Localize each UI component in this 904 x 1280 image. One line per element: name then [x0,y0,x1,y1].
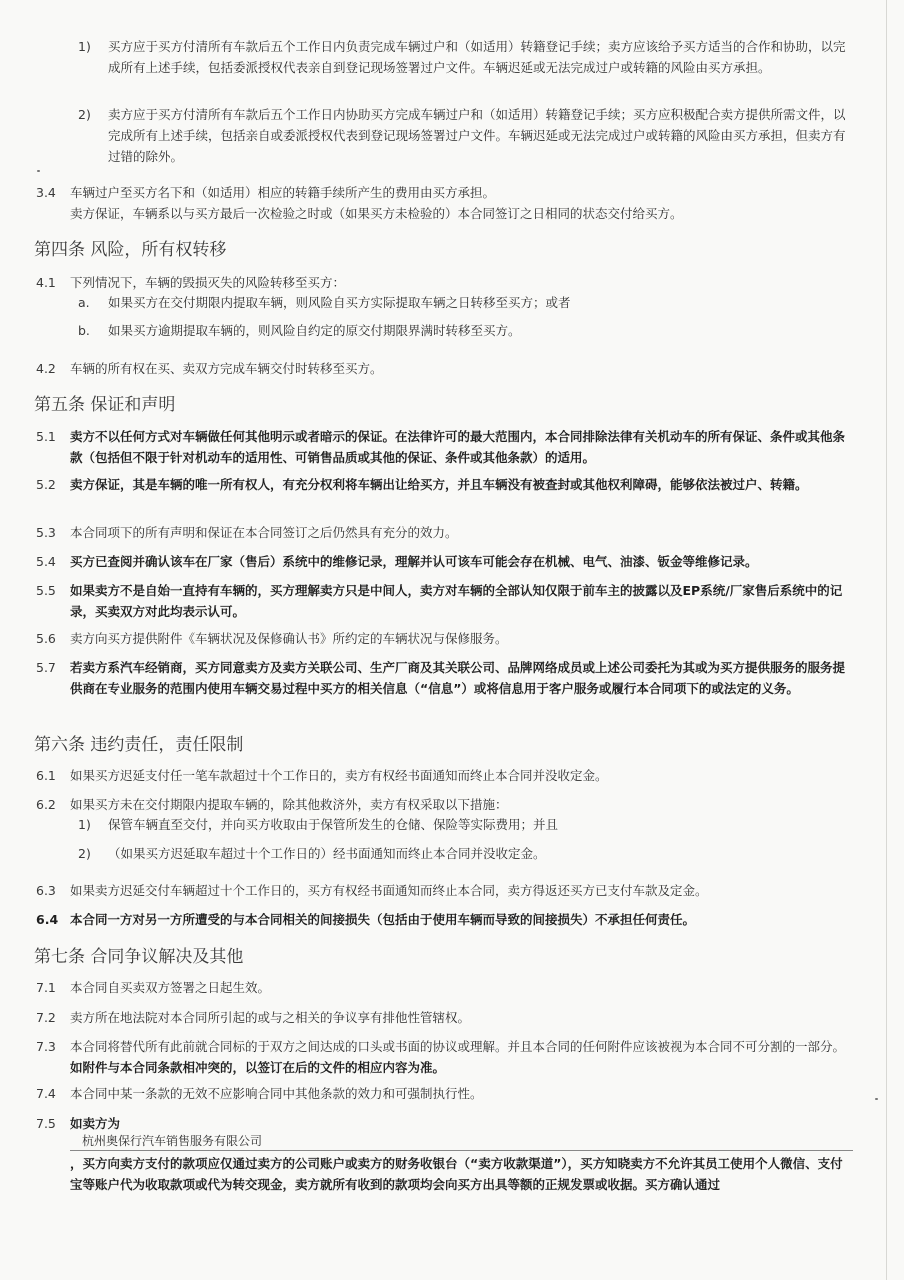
article-7-heading: 第七条 合同争议解决及其他 [34,947,244,967]
clause-number: 5.4 [36,554,56,569]
clause-number: 7.4 [36,1086,56,1101]
clause-7-3-bold-text: 如附件与本合同条款相冲突的，以签订在后的文件的相应内容为准。 [70,1060,446,1075]
clause-4-1-b: 如果买方逾期提取车辆的，则风险自约定的原交付期限界满时转移至买方。 [108,323,521,338]
clause-6-2-1: 保管车辆直至交付，并向买方收取由于保管所发生的仓储、保险等实际费用；并且 [108,817,559,832]
clause-5-6: 卖方向买方提供附件《车辆状况及保修确认书》所约定的车辆状况与保修服务。 [70,631,508,646]
clause-number: 4.1 [36,275,56,290]
clause-number: 6.4 [36,912,59,927]
seller-company-name: 杭州奥保行汽车销售服务有限公司 [82,1134,263,1148]
clause-7-5-text: ，买方向卖方支付的款项应仅通过卖方的公司账户或卖方的财务收银台（“卖方收款渠道”），买方知晓卖方不允许其员工使用个人微信、支付宝等账户代为收取款项或代为转交现金，卖方就所有收到的款项均会向买方出具等额的正规发票或收据。买方确认通过 [70,1156,843,1192]
item-number: 2) [78,107,91,122]
clause-7-3 [70,1036,853,1078]
clause-6-1: 如果买方迟延支付任一笔车款超过十个工作日的，卖方有权经书面通知而终止本合同并没收定金。 [70,768,608,783]
item-number: a. [78,295,90,310]
clause-5-4: 买方已查阅并确认该车在厂家（售后）系统中的维修记录，理解并认可该车可能会存在机械、电气、油漆、钣金等维修记录。 [70,554,758,569]
clause-number: 7.5 [36,1116,56,1131]
clause-6-3: 如果卖方迟延交付车辆超过十个工作日的，买方有权经书面通知而终止本合同，卖方得返还买方已支付车款及定金。 [70,883,708,898]
clause-6-4: 本合同一方对另一方所遭受的与本合同相关的间接损失（包括由于使用车辆而导致的间接损失）不承担任何责任。 [70,912,696,927]
item-number: 2) [78,846,91,861]
article-5-heading: 第五条 保证和声明 [34,395,176,415]
clause-number: 5.2 [36,477,56,492]
clause-number: 6.3 [36,883,56,898]
clause-number: 7.1 [36,980,56,995]
clause-number: 7.3 [36,1039,56,1054]
clause-6-2: 如果买方未在交付期限内提取车辆的，除其他救济外，卖方有权采取以下措施： [70,797,508,812]
clause-3-4-line2: 卖方保证，车辆系以与买方最后一次检验之时或（如果买方未检验的）本合同签订之日相同的状态交付给买方。 [70,206,683,221]
clause-number: 4.2 [36,361,56,376]
scan-speck [875,1098,878,1100]
clause-number: 7.2 [36,1010,56,1025]
clause-number: 5.6 [36,631,56,646]
seller-fill-line [70,1150,853,1151]
clause-7-2: 卖方所在地法院对本合同所引起的或与之相关的争议享有排他性管辖权。 [70,1010,471,1025]
clause-4-2: 车辆的所有权在买、卖双方完成车辆交付时转移至买方。 [70,361,383,376]
clause-3-3-1: 买方应于买方付清所有车款后五个工作日内负责完成车辆过户和（如适用）转籍登记手续；卖方应该给予买方适当的合作和协助，以完成所有上述手续，包括委派授权代表亲自到登记现场签署过户文件。车辆迟延或无法完成过户或转籍的风险由买方承担。 [108,39,846,75]
clause-7-1: 本合同自买卖双方签署之日起生效。 [70,980,271,995]
clause-5-3: 本合同项下的所有声明和保证在本合同签订之后仍然具有充分的效力。 [70,525,458,540]
clause-7-3-normal-text: 本合同将替代所有此前就合同标的于双方之间达成的口头或书面的协议或理解。并且本合同的任何附件应该被视为本合同不可分割的一部分。 [70,1039,846,1054]
clause-6-2-2: （如果买方迟延取车超过十个工作日的）经书面通知而终止本合同并没收定金。 [108,846,546,861]
scan-edge-line [886,0,887,1280]
clause-number: 5.7 [36,660,56,675]
clause-3-4-line1: 车辆过户至买方名下和（如适用）相应的转籍手续所产生的费用由买方承担。 [70,185,496,200]
article-6-heading: 第六条 违约责任，责任限制 [34,735,244,755]
clause-3-3-2: 卖方应于买方付清所有车款后五个工作日内协助买方完成车辆过户和（如适用）转籍登记手续；买方应积极配合卖方提供所需文件，以完成所有上述手续，包括亲自或委派授权代表到登记现场签署过户文件。车辆迟延或无法完成过户或转籍的风险由买方承担，但卖方有过错的除外。 [108,107,846,164]
clause-number: 5.5 [36,583,56,598]
item-number: b. [78,323,90,338]
item-number: 1) [78,817,91,832]
scan-speck [37,170,40,172]
clause-5-2: 卖方保证，其是车辆的唯一所有权人，有充分权利将车辆出让给买方，并且车辆没有被查封或其他权利障碍，能够依法被过户、转籍。 [70,477,808,492]
clause-5-5: 如果卖方不是自始一直持有车辆的，买方理解卖方只是中间人，卖方对车辆的全部认知仅限于前车主的披露以及EP系统/厂家售后系统中的记录，买卖双方对此均表示认可。 [70,583,843,619]
clause-number: 3.4 [36,185,56,200]
clause-number: 5.3 [36,525,56,540]
item-number: 1) [78,39,91,54]
clause-number: 6.1 [36,768,56,783]
article-4-heading: 第四条 风险，所有权转移 [34,240,227,260]
clause-5-1: 卖方不以任何方式对车辆做任何其他明示或者暗示的保证。在法律许可的最大范围内，本合同排除法律有关机动车的所有保证、条件或其他条款（包括但不限于针对机动车的适用性、可销售品质或其他的保证、条件或其他条款）的适用。 [70,429,846,465]
clause-5-7: 若卖方系汽车经销商，买方同意卖方及卖方关联公司、生产厂商及其关联公司、品牌网络成员或上述公司委托为其或为买方提供服务的服务提供商在专业服务的范围内使用车辆交易过程中买方的相关信息（“信息”）或将信息用于客户服务或履行本合同项下的或法定的义务。 [70,660,846,696]
clause-7-5-label: 如卖方为 [70,1116,121,1131]
clause-number: 5.1 [36,429,56,444]
clause-4-1: 下列情况下，车辆的毁损灭失的风险转移至买方： [70,275,346,290]
clause-number: 6.2 [36,797,56,812]
clause-7-4: 本合同中某一条款的无效不应影响合同中其他条款的效力和可强制执行性。 [70,1086,483,1101]
clause-4-1-a: 如果买方在交付期限内提取车辆，则风险自买方实际提取车辆之日转移至买方；或者 [108,295,571,310]
